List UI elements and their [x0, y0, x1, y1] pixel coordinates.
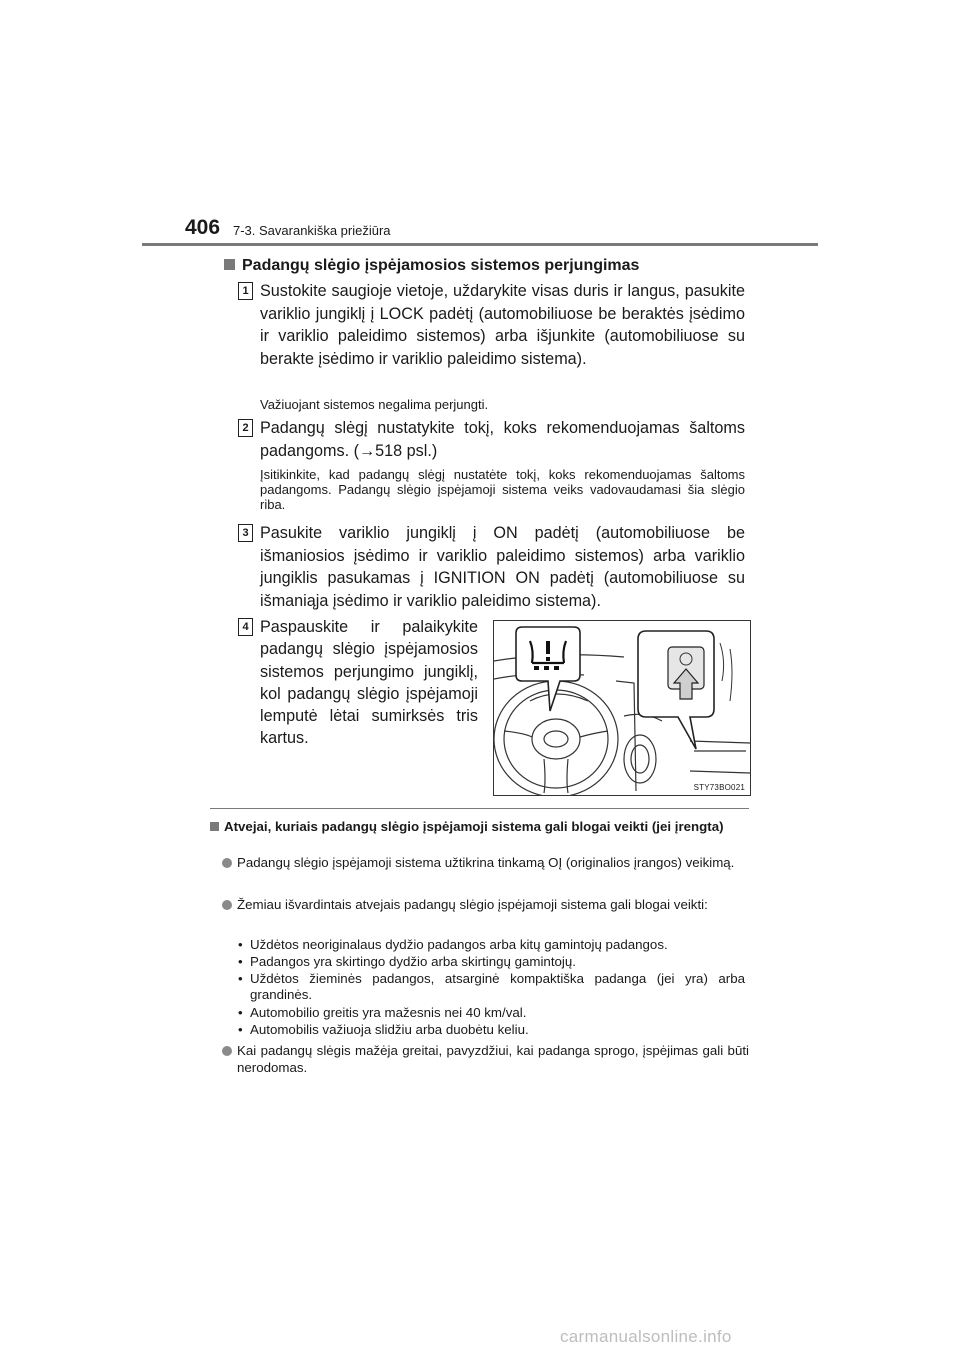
step-2-note: Įsitikinkite, kad padangų slėgį nustatėte tokį, koks rekomenduojamas šaltoms padangoms. Padangų slėgio įspėjamoji sistema veiks vadovaudamasi šia slėgio riba. [260, 467, 745, 512]
sub-bullet-4-text: Automobilio greitis yra mažesnis nei 40 km/val. [250, 1005, 527, 1020]
section-title [224, 257, 639, 275]
step-3-text: Pasukite variklio jungiklį į ON padėtį (automobiliuose be išmaniosios įsėdimo ir variklio paleidimo sistemos) arba variklio jungiklis pasukamas į IGNITION ON padėtį (automobiliuose su išmaniąja įsėdimo ir variklio paleidimo sistema). [260, 524, 745, 610]
square-bullet-icon [210, 822, 219, 831]
circle-bullet-icon [222, 858, 232, 868]
circle-bullet-icon [222, 900, 232, 910]
watermark: carmanualsonline.info [560, 1327, 732, 1346]
bullet-item-1-text: Padangų slėgio įspėjamoji sistema užtikrina tinkamą OĮ (originalios įrangos) veikimą. [237, 855, 735, 870]
step-4-text: Paspauskite ir palaikykite padangų slėgio įspėjamosios sistemos perjungimo jungiklį, kol padangų slėgio įspėjamoji lemputė lėtai sumirksės tris kartus. [260, 618, 478, 748]
chapter-title: 7-3. Savarankiška priežiūra [233, 223, 391, 238]
steering-wheel-illustration [494, 621, 750, 795]
sub-bullet-2-text: Padangos yra skirtingo dydžio arba skirtingų gamintojų. [250, 954, 576, 969]
bullet-item-3 [222, 1042, 749, 1076]
page-number: 406 [185, 216, 221, 239]
bullet-item-1 [222, 854, 749, 871]
step-2-text: Padangų slėgį nustatykite tokį, koks rekomenduojamas šaltoms padangoms. (→518 psl.) [260, 419, 745, 460]
sub-bullet-icon: • [238, 937, 243, 952]
figure-code: STY73BO021 [693, 783, 745, 792]
step-number-4: 4 [238, 618, 253, 636]
step-number-1: 1 [238, 282, 253, 300]
sub-bullet-icon: • [238, 954, 243, 969]
sub-bullet-3 [238, 971, 745, 1003]
header-divider [142, 243, 818, 246]
sub-bullet-icon: • [238, 1005, 243, 1020]
section-divider [210, 808, 749, 809]
square-bullet-icon [224, 259, 235, 270]
section-title-text: Padangų slėgio įspėjamosios sistemos perjungimas [242, 257, 640, 274]
section2-title [210, 818, 749, 835]
step-1-note: Važiuojant sistemos negalima perjungti. [260, 397, 489, 412]
step-1-text: Sustokite saugioje vietoje, uždarykite visas duris ir langus, pasukite variklio jungiklį į LOCK padėtį (automobiliuose be beraktės įsėdimo ir variklio paleidimo sistemos) arba išjunkite (automobiliuose su berakte įsėdimo ir variklio paleidimo sistema). [260, 282, 745, 368]
sub-bullet-4 [238, 1005, 745, 1021]
sub-bullet-5-text: Automobilis važiuoja slidžiu arba duobėtu keliu. [250, 1022, 529, 1037]
sub-bullet-1-text: Uždėtos neoriginalaus dydžio padangos arba kitų gamintojų padangos. [250, 937, 668, 952]
dashboard-illustration [493, 620, 751, 796]
bullet-item-2 [222, 896, 749, 913]
sub-bullet-1 [238, 937, 745, 953]
section2-title-text: Atvejai, kuriais padangų slėgio įspėjamoji sistema gali blogai veikti (jei įrengta) [224, 819, 724, 834]
bullet-item-2-text: Žemiau išvardintais atvejais padangų slėgio įspėjamoji sistema gali blogai veikti: [237, 897, 708, 912]
bullet-item-3-text: Kai padangų slėgis mažėja greitai, pavyzdžiui, kai padanga sprogo, įspėjimas gali būti nerodomas. [237, 1043, 749, 1075]
sub-bullet-icon: • [238, 1022, 243, 1037]
sub-bullet-5 [238, 1022, 745, 1038]
step-number-3: 3 [238, 524, 253, 542]
circle-bullet-icon [222, 1046, 232, 1056]
sub-bullet-3-text: Uždėtos žieminės padangos, atsarginė kompaktiška padanga (jei yra) arba grandinės. [250, 971, 745, 1002]
sub-bullet-2 [238, 954, 745, 970]
sub-bullet-icon: • [238, 971, 243, 986]
step-number-2: 2 [238, 419, 253, 437]
